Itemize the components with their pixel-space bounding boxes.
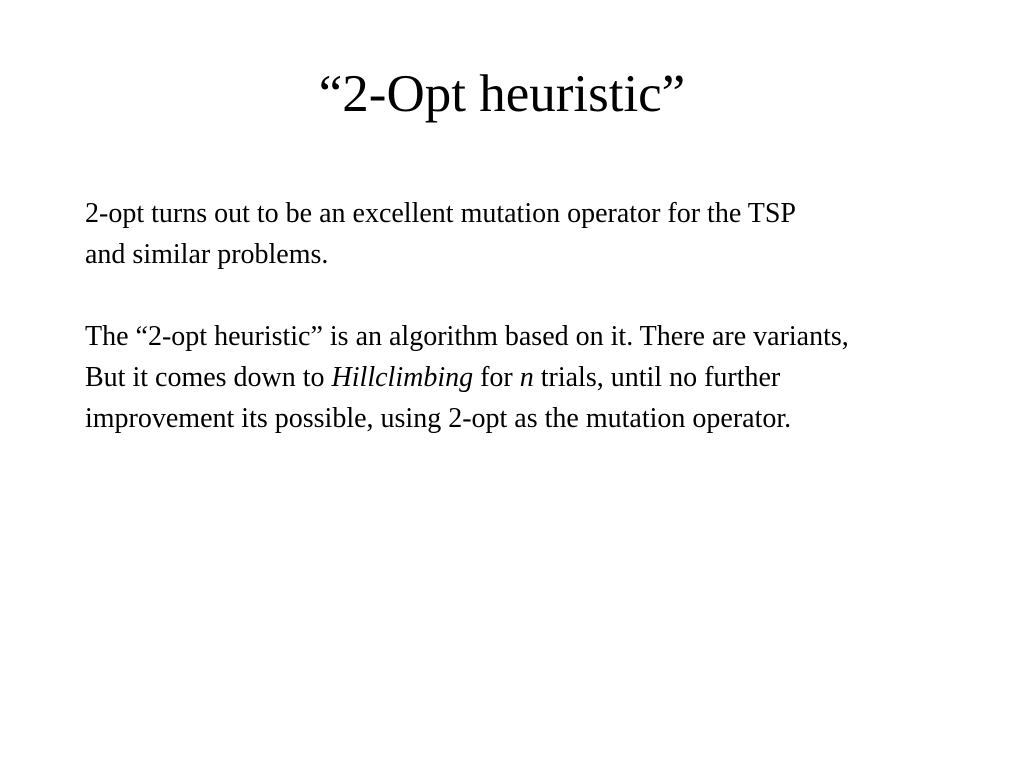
hillclimbing-term: Hillclimbing xyxy=(331,362,474,393)
n-variable: n xyxy=(519,362,534,393)
slide-title: “2-Opt heuristic” xyxy=(318,65,686,123)
paragraph-2-line-2-text-c: trials, until no further xyxy=(533,362,781,393)
paragraph-2-line-2 xyxy=(85,357,1021,398)
paragraph-2 xyxy=(85,316,1021,439)
paragraph-2-line-1: The “2-opt heuristic” is an algorithm based on it. There are variants, xyxy=(85,321,849,352)
paragraph-2-line-2-text-b: for xyxy=(473,362,520,393)
slide-body xyxy=(85,193,1021,439)
paragraph-2-line-2-text-a: But it comes down to xyxy=(85,362,332,393)
paragraph-1-line-2: and similar problems. xyxy=(85,239,329,270)
paragraph-1 xyxy=(85,193,1021,275)
paragraph-2-line-3: improvement its possible, using 2-opt as the mutation operator. xyxy=(85,403,792,434)
paragraph-1-line-1: 2-opt turns out to be an excellent mutation operator for the TSP xyxy=(85,198,796,229)
paragraph-spacer xyxy=(85,275,1021,316)
